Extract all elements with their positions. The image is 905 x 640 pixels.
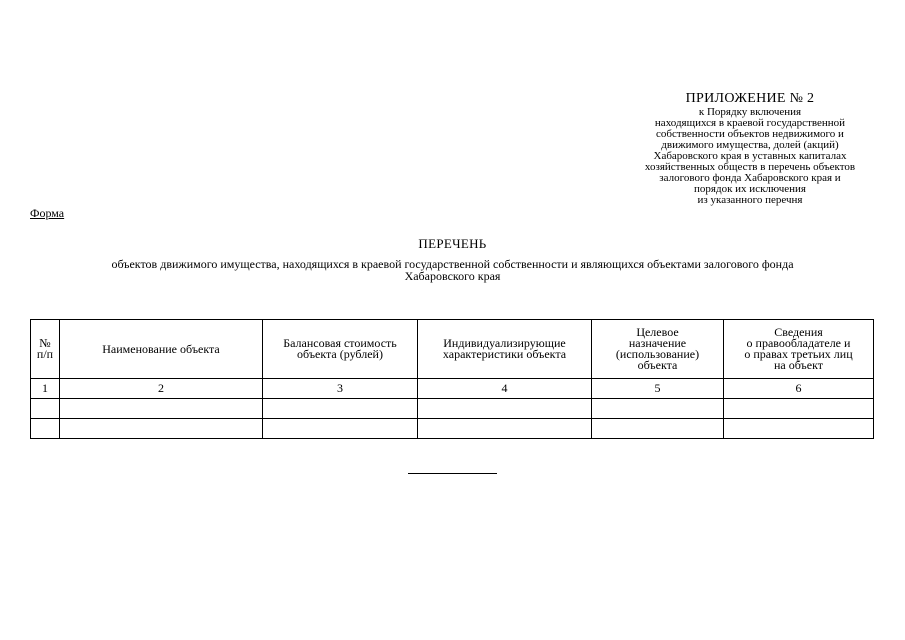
appendix-line: хозяйственных обществ в перечень объектов [644,161,856,173]
header-cell-line: на объект [773,358,823,372]
table-cell [60,419,263,439]
table-row [31,419,874,439]
subtitle-line: объектов движимого имущества, находящихся в краевой государственной собственности и являющихся объектами залогового фонда [111,257,794,271]
table-cell [31,399,60,419]
appendix-lines [600,107,900,206]
header-cell-line: назначение [628,336,687,350]
header-cell-line: о правообладателе и [746,336,851,350]
table-cell [263,419,418,439]
header-cell [724,320,874,379]
table-cell [418,399,592,419]
header-cell [263,320,418,379]
document-subtitle [30,258,875,282]
header-cell-line: характеристики объекта [442,347,567,361]
appendix-line: движимого имущества, долей (акций) [661,139,839,151]
subtitle-line: Хабаровского края [404,269,501,283]
objects-table [30,319,874,439]
header-cell-line: Наименование объекта [102,341,220,356]
table-cell [418,419,592,439]
table-cell [724,399,874,419]
column-number-cell: 4 [418,379,592,399]
table-cell [263,399,418,419]
header-cell-line: Балансовая стоимость [283,336,397,350]
appendix-line: залогового фонда Хабаровского края и [659,172,841,184]
header-cell-line: п/п [36,347,54,361]
header-cell [31,320,60,379]
table-cell [592,419,724,439]
appendix-line: из указанного перечня [697,194,803,206]
table-row [31,399,874,419]
header-cell-line: Индивидуализирующие [443,336,566,350]
header-cell-line: Целевое [636,325,679,339]
header-cell-line: объекта [637,358,678,372]
appendix-title: ПРИЛОЖЕНИЕ № 2 [685,91,815,106]
column-number-cell: 6 [724,379,874,399]
header-cell-line: (использование) [615,347,700,361]
table-cell [592,399,724,419]
appendix-line: к Порядку включения [698,106,802,118]
appendix-block [600,91,900,206]
column-number-cell: 1 [31,379,60,399]
appendix-line: находящихся в краевой государственной [654,117,846,129]
header-cell [418,320,592,379]
appendix-line: собственности объектов недвижимого и [656,128,844,140]
column-number-cell: 3 [263,379,418,399]
header-cell [60,320,263,379]
appendix-line: порядок их исключения [694,183,806,195]
table-header-row [31,320,874,379]
header-cell-line: объекта (рублей) [297,347,383,361]
column-number-cell: 2 [60,379,263,399]
header-cell-line: о правах третьих лиц [744,347,853,361]
form-label: Форма [30,206,65,220]
header-cell-line: № [39,336,51,350]
column-number-row [31,379,874,399]
header-cell [592,320,724,379]
appendix-line: Хабаровского края в уставных капиталах [653,150,847,162]
table-cell [724,419,874,439]
bottom-separator-line [408,473,497,474]
table-cell [31,419,60,439]
table-cell [60,399,263,419]
column-number-cell: 5 [592,379,724,399]
document-heading: ПЕРЕЧЕНЬ [418,236,487,251]
header-cell-line: Сведения [774,325,823,339]
table-body [31,320,874,439]
